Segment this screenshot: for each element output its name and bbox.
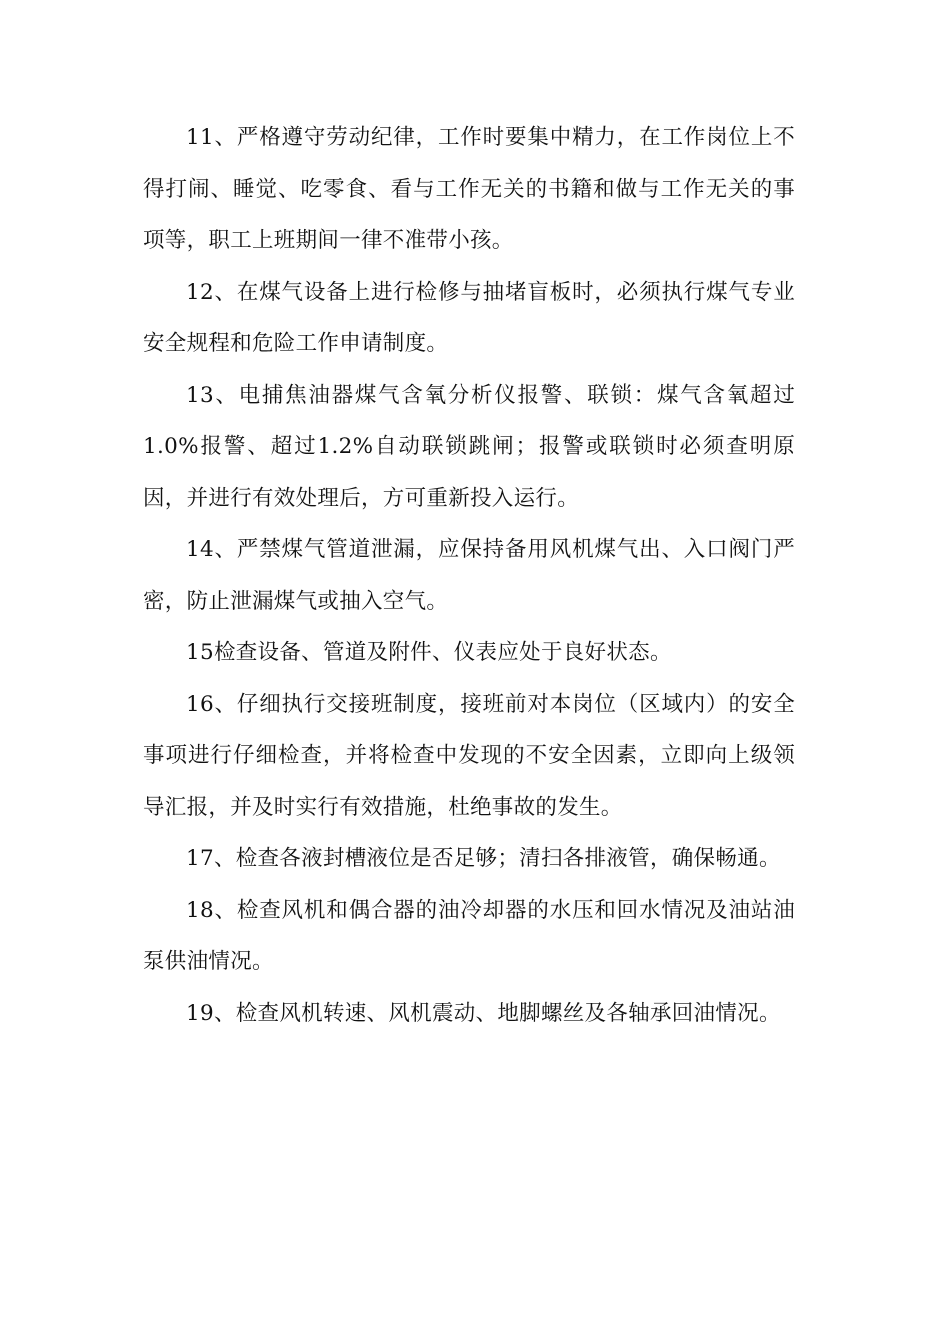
document-body xyxy=(143,112,795,1039)
paragraph-16: 16、仔细执行交接班制度，接班前对本岗位（区域内）的安全事项进行仔细检查，并将检查中发现的不安全因素，立即向上级领导汇报，并及时实行有效措施，杜绝事故的发生。 xyxy=(143,691,795,820)
paragraph-13: 13、电捕焦油器煤气含氧分析仪报警、联锁：煤气含氧超过1.0%报警、超过1.2%自动联锁跳闸；报警或联锁时必须查明原因，并进行有效处理后，方可重新投入运行。 xyxy=(143,382,795,511)
paragraph-11: 11、严格遵守劳动纪律，工作时要集中精力，在工作岗位上不得打闹、睡觉、吃零食、看与工作无关的书籍和做与工作无关的事项等，职工上班期间一律不准带小孩。 xyxy=(143,125,795,253)
paragraph-17: 17、检查各液封槽液位是否足够；清扫各排液管，确保畅通。 xyxy=(186,846,781,871)
paragraph-12: 12、在煤气设备上进行检修与抽堵盲板时，必须执行煤气专业安全规程和危险工作申请制度。 xyxy=(143,279,795,356)
paragraph-19: 19、检查风机转速、风机震动、地脚螺丝及各轴承回油情况。 xyxy=(186,1000,781,1026)
paragraph-15: 15检查设备、管道及附件、仪表应处于良好状态。 xyxy=(186,640,672,665)
paragraph-14: 14、严禁煤气管道泄漏，应保持备用风机煤气出、入口阀门严密，防止泄漏煤气或抽入空气。 xyxy=(143,537,795,614)
paragraph-18: 18、检查风机和偶合器的油冷却器的水压和回水情况及油站油泵供油情况。 xyxy=(143,897,795,974)
